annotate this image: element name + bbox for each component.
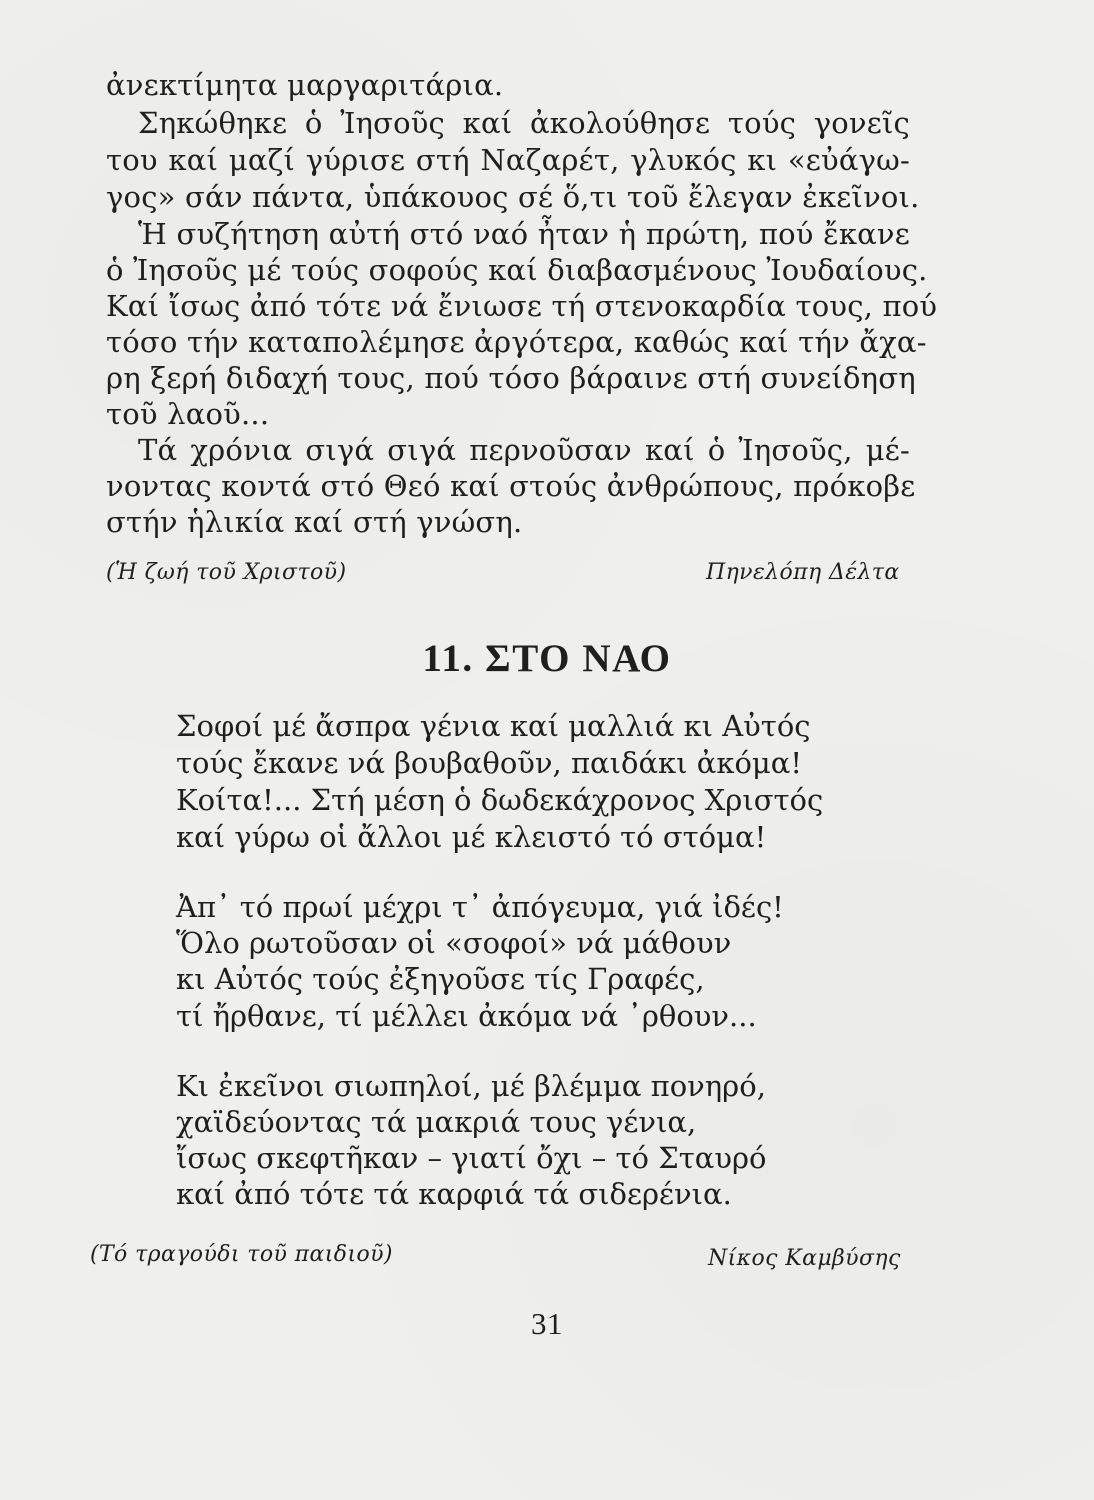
poem-author: Νίκος Καμβύσης [708,1246,901,1271]
prose-line: Τά χρόνια σιγά σιγά περνοῦσαν καί ὁ Ἰησοῦς, μέ- [138,433,910,467]
prose-line: τόσο τήν καταπολέμησε ἀργότερα, καθώς καί τήν ἄχα- [106,325,927,359]
prose-line: Καί ἴσως ἀπό τότε νά ἔνιωσε τή στενοκαρδία τους, πού [106,289,938,323]
page-number: 31 [531,1306,563,1341]
poem-line: καί ἀπό τότε τά καρφιά τά σιδερένια. [176,1177,732,1211]
poem-line: χαϊδεύοντας τά μακριά τους γένια, [176,1105,697,1139]
prose-line: γος» σάν πάντα, ὑπάκουος σέ ὅ,τι τοῦ ἔλεγαν ἐκεῖνοι. [106,180,920,214]
section-title: 11. ΣΤΟ ΝΑΟ [422,637,672,680]
poem-line: ἴσως σκεφτῆκαν – γιατί ὄχι – τό Σταυρό [176,1141,767,1175]
poem-source: (Τό τραγούδι τοῦ παιδιοῦ) [90,1242,393,1267]
prose-line: Ἡ συζήτηση αὐτή στό ναό ἦταν ἡ πρώτη, πού ἔκανε [138,217,910,251]
prose-line: ρη ξερή διδαχή τους, πού τόσο βάραινε στή συνείδηση [106,361,916,395]
prose-line: του καί μαζί γύρισε στή Ναζαρέτ, γλυκός κι «εὐάγω- [106,143,910,177]
poem-line: καί γύρω οἱ ἄλλοι μέ κλειστό τό στόμα! [176,820,767,854]
prose-source: (Ἡ ζωή τοῦ Χριστοῦ) [106,560,347,585]
prose-line: νοντας κοντά στό Θεό καί στούς ἀνθρώπους, πρόκοβε [106,469,916,503]
prose-line: ἀνεκτίμητα μαργαριτάρια. [106,68,504,102]
prose-author: Πηνελόπη Δέλτα [706,560,900,585]
poem-line: τούς ἔκανε νά βουβαθοῦν, παιδάκι ἀκόμα! [176,746,803,780]
prose-line: στήν ἡλικία καί στή γνώση. [106,505,523,539]
poem-line: κι Αὐτός τούς ἐξηγοῦσε τίς Γραφές, [176,962,705,996]
poem-line: Ὅλο ρωτοῦσαν οἱ «σοφοί» νά μάθουν [176,926,732,960]
poem-line: Ἀπ᾽ τό πρωί μέχρι τ᾽ ἀπόγευμα, γιά ἰδές! [176,890,784,924]
prose-line: Σηκώθηκε ὁ Ἰησοῦς καί ἀκολούθησε τούς γονεῖς [138,106,910,140]
poem-line: τί ἤρθανε, τί μέλλει ἀκόμα νά ᾽ρθουν... [176,999,757,1033]
prose-line: τοῦ λαοῦ... [106,397,270,431]
poem-line: Κι ἐκεῖνοι σιωπηλοί, μέ βλέμμα πονηρό, [176,1069,766,1103]
poem-line: Σοφοί μέ ἄσπρα γένια καί μαλλιά κι Αὐτός [176,709,811,743]
poem-line: Κοίτα!... Στή μέση ὁ δωδεκάχρονος Χριστός [176,783,824,817]
prose-line: ὁ Ἰησοῦς μέ τούς σοφούς καί διαβασμένους Ἰουδαίους. [106,253,928,287]
